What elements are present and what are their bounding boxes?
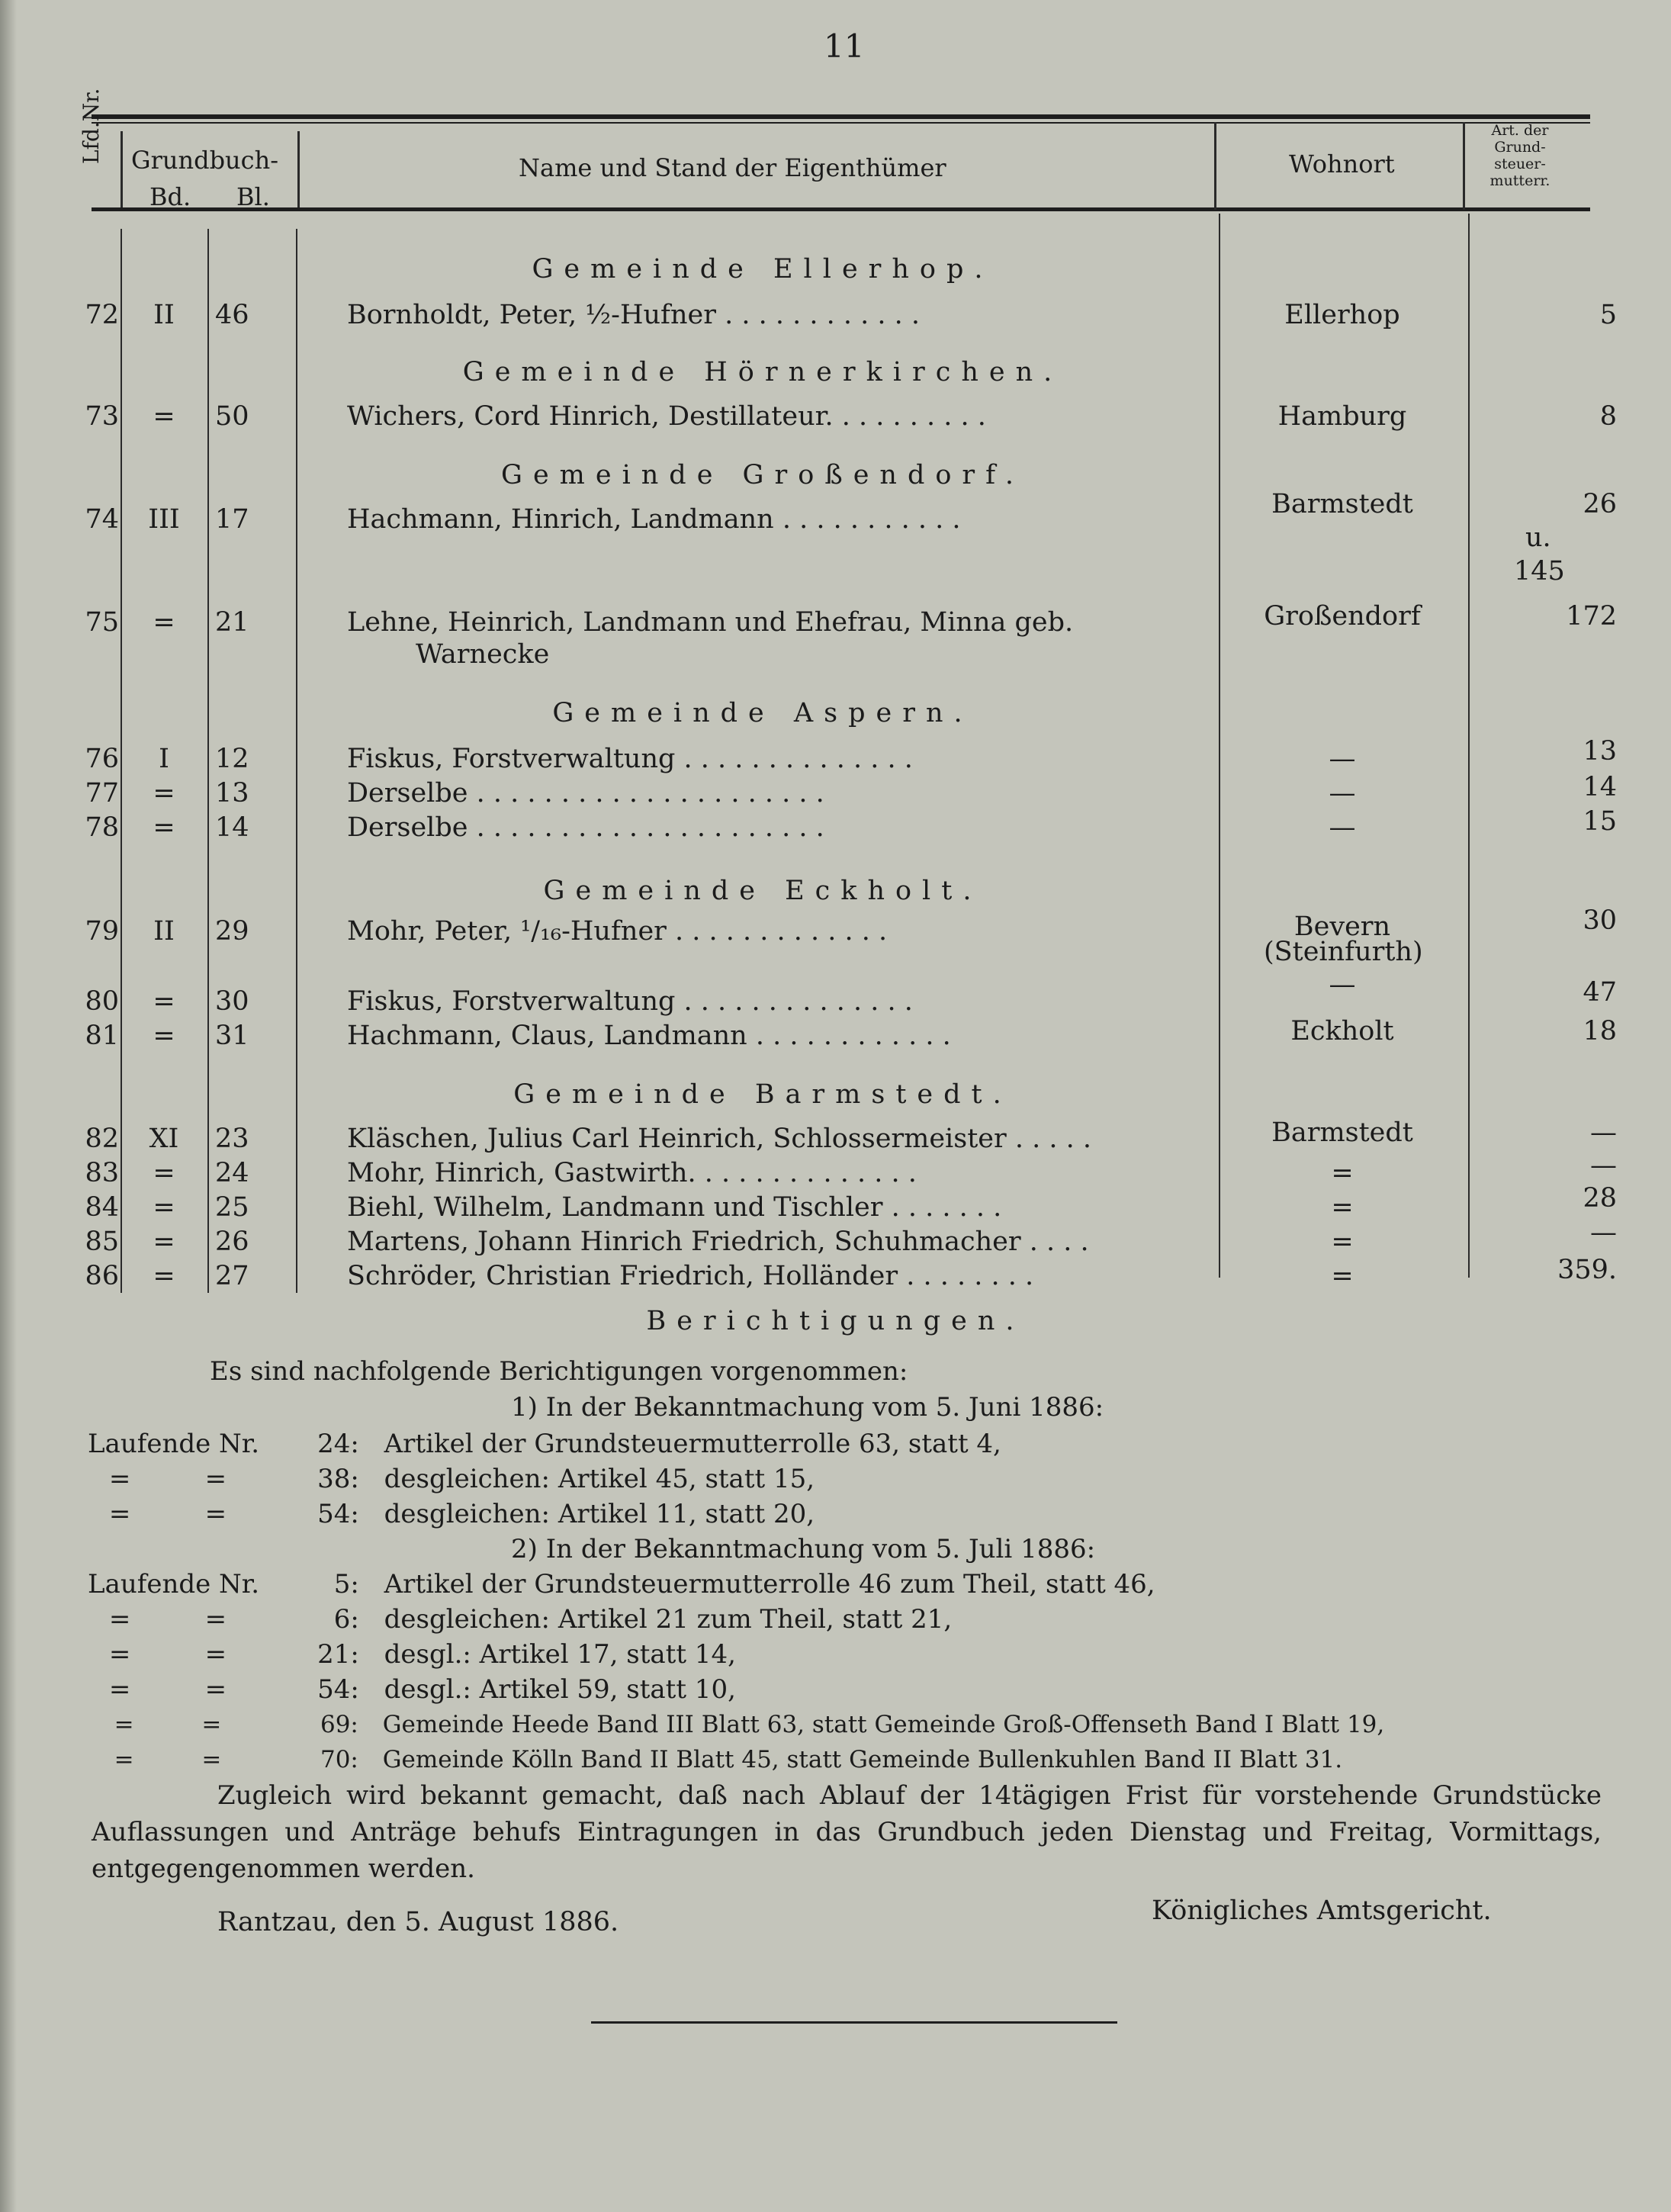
community-heading-grossendorf: Gemeinde Großendorf. <box>501 460 1024 490</box>
row-owner: Kläschen, Julius Carl Heinrich, Schlossermeister . . . . . <box>347 1124 1091 1154</box>
correction-nr: 5: <box>333 1569 359 1600</box>
row-nr: 82 <box>85 1124 119 1154</box>
wohnort-continuation: (Steinfurth) <box>1264 937 1423 967</box>
row-band: = <box>153 401 175 432</box>
row-artikel: 26 <box>1583 489 1617 519</box>
correction-text: desgl.: Artikel 17, statt 14, <box>384 1639 736 1670</box>
correction-line <box>88 1707 1384 1742</box>
correction-nr: 21: <box>317 1639 359 1670</box>
row-wohnort: Barmstedt <box>1271 489 1413 519</box>
row-artikel: — <box>1590 1150 1617 1181</box>
correction-line <box>88 1742 1342 1777</box>
row-owner: Derselbe . . . . . . . . . . . . . . . . . . . . . <box>347 812 824 843</box>
row-wohnort: = <box>1331 1192 1354 1223</box>
row-band: XI <box>149 1124 179 1154</box>
table-row <box>0 399 1671 434</box>
row-band: = <box>153 1192 175 1223</box>
header-divider <box>121 131 123 207</box>
correction-text: desgleichen: Artikel 45, statt 15, <box>384 1464 815 1494</box>
correction-label: Laufende Nr. <box>88 1569 260 1600</box>
row-band: III <box>148 504 180 535</box>
correction-label: = = <box>114 1711 222 1738</box>
row-blatt: 21 <box>215 607 249 638</box>
correction-line <box>88 1672 736 1707</box>
correction-text: desgleichen: Artikel 11, statt 20, <box>384 1499 815 1529</box>
header-divider <box>297 131 300 207</box>
header-bd: Bd. <box>149 182 191 211</box>
row-artikel: 359. <box>1557 1255 1617 1285</box>
row-wohnort: = <box>1331 1261 1354 1291</box>
correction-label: = = <box>108 1604 227 1635</box>
owner-continuation: Warnecke <box>416 639 550 670</box>
row-band: = <box>153 607 175 638</box>
table-row <box>0 601 1671 640</box>
row-artikel: 14 <box>1583 772 1617 802</box>
row-nr: 85 <box>85 1227 119 1257</box>
header-divider <box>1463 122 1465 210</box>
row-artikel: 18 <box>1583 1016 1617 1047</box>
row-nr: 79 <box>85 916 119 947</box>
community-heading-barmstedt: Gemeinde Barmstedt. <box>513 1079 1012 1110</box>
row-wohnort: — <box>1329 744 1356 774</box>
row-owner: Bornholdt, Peter, ½-Hufner . . . . . . . . . . . . <box>347 300 920 330</box>
row-owner: Hachmann, Hinrich, Landmann . . . . . . . . . . . <box>347 504 961 535</box>
header-top-rule-thin <box>92 122 1590 124</box>
row-owner: Biehl, Wilhelm, Landmann und Tischler . . . . . . . <box>347 1192 1002 1223</box>
correction-label: = = <box>108 1674 227 1705</box>
community-heading-hoernerkirchen: Gemeinde Hörnerkirchen. <box>462 357 1063 387</box>
correction-label: = = <box>108 1464 227 1494</box>
place-date: Rantzau, den 5. August 1886. <box>217 1907 619 1937</box>
row-owner: Hachmann, Claus, Landmann . . . . . . . . . . . . <box>347 1021 951 1051</box>
row-nr: 83 <box>85 1158 119 1188</box>
correction-label: = = <box>114 1746 222 1773</box>
row-blatt: 12 <box>215 744 249 774</box>
table-row <box>0 1018 1671 1053</box>
row-blatt: 14 <box>215 812 249 843</box>
row-nr: 74 <box>85 504 119 535</box>
page-number: 11 <box>824 27 865 65</box>
row-owner: Lehne, Heinrich, Landmann und Ehefrau, Minna geb. <box>347 607 1074 638</box>
header-name: Name und Stand der Eigenthümer <box>519 153 946 182</box>
correction-text: Gemeinde Kölln Band II Blatt 45, statt Gemeinde Bullenkuhlen Band II Blatt 31. <box>382 1746 1343 1773</box>
row-wohnort: — <box>1329 969 1356 1000</box>
row-nr: 80 <box>85 986 119 1017</box>
correction-nr: 54: <box>317 1499 359 1529</box>
correction-line <box>88 1461 815 1497</box>
header-art: Art. der Grund- steuer- mutterr. <box>1489 122 1550 189</box>
corrections-title: Berichtigungen. <box>646 1306 1025 1336</box>
row-band: II <box>153 916 175 947</box>
row-owner: Fiskus, Forstverwaltung . . . . . . . . . . . . . . <box>347 986 913 1017</box>
community-heading-ellerhop: Gemeinde Ellerhop. <box>532 254 994 285</box>
correction-text: desgl.: Artikel 59, statt 10, <box>384 1674 736 1705</box>
header-bl: Bl. <box>236 182 270 211</box>
correction-nr: 69: <box>320 1711 358 1738</box>
row-owner: Schröder, Christian Friedrich, Holländer . . . . . . . . <box>347 1261 1034 1291</box>
row-blatt: 17 <box>215 504 249 535</box>
correction-nr: 24: <box>317 1429 359 1459</box>
corrections-section-1-heading: 1) In der Bekanntmachung vom 5. Juni 1886: <box>511 1392 1104 1423</box>
row-owner: Mohr, Peter, ¹/₁₆-Hufner . . . . . . . . . . . . . <box>347 916 888 947</box>
row-artikel: 30 <box>1583 905 1617 936</box>
row-owner: Derselbe . . . . . . . . . . . . . . . . . . . . . <box>347 778 824 809</box>
table-row <box>0 1255 1671 1294</box>
row-band: = <box>153 812 175 843</box>
correction-nr: 38: <box>317 1464 359 1494</box>
court-signature: Königliches Amtsgericht. <box>1152 1895 1492 1926</box>
table-row <box>0 772 1671 811</box>
row-nr: 78 <box>85 812 119 843</box>
correction-label: Laufende Nr. <box>88 1429 260 1459</box>
header-bottom-rule <box>92 207 1590 211</box>
row-band: = <box>153 778 175 809</box>
row-nr: 72 <box>85 300 119 330</box>
row-blatt: 25 <box>215 1192 249 1223</box>
row-artikel: 172 <box>1566 601 1617 632</box>
row-blatt: 23 <box>215 1124 249 1154</box>
row-band: = <box>153 986 175 1017</box>
row-band: = <box>153 1261 175 1291</box>
row-nr: 81 <box>85 1021 119 1051</box>
row-artikel: 13 <box>1583 736 1617 767</box>
correction-nr: 70: <box>320 1746 358 1773</box>
row-blatt: 24 <box>215 1158 249 1188</box>
row-band: = <box>153 1227 175 1257</box>
correction-text: Artikel der Grundsteuermutterrolle 63, statt 4, <box>384 1429 1001 1459</box>
row-band: = <box>153 1021 175 1051</box>
corrections-intro: Es sind nachfolgende Berichtigungen vorgenommen: <box>210 1356 908 1387</box>
correction-text: Gemeinde Heede Band III Blatt 63, statt Gemeinde Groß-Offenseth Band I Blatt 19, <box>382 1711 1385 1738</box>
row-band: I <box>159 744 169 774</box>
correction-line <box>88 1602 952 1637</box>
row-wohnort: = <box>1331 1227 1354 1257</box>
correction-text: desgleichen: Artikel 21 zum Theil, statt 21, <box>384 1604 953 1635</box>
header-divider <box>1214 122 1216 210</box>
row-owner: Martens, Johann Hinrich Friedrich, Schuhmacher . . . . <box>347 1227 1089 1257</box>
closing-rule <box>591 2021 1117 2024</box>
row-blatt: 30 <box>215 986 249 1017</box>
row-wohnort: Bevern <box>1293 911 1391 942</box>
row-nr: 73 <box>85 401 119 432</box>
row-blatt: 29 <box>215 916 249 947</box>
table-row <box>0 297 1671 333</box>
community-heading-aspern: Gemeinde Aspern. <box>552 698 973 728</box>
row-blatt: 27 <box>215 1261 249 1291</box>
header-grundbuch: Grundbuch- <box>131 146 278 175</box>
row-owner: Wichers, Cord Hinrich, Destillateur. . . . . . . . . . <box>347 401 986 432</box>
row-artikel: 47 <box>1583 977 1617 1008</box>
row-band: = <box>153 1158 175 1188</box>
row-artikel: — <box>1590 1217 1617 1248</box>
correction-line <box>88 1637 736 1672</box>
correction-nr: 54: <box>317 1674 359 1705</box>
row-nr: 76 <box>85 744 119 774</box>
row-blatt: 26 <box>215 1227 249 1257</box>
row-nr: 75 <box>85 607 119 638</box>
table-row <box>0 736 1671 776</box>
community-heading-eckholt: Gemeinde Eckholt. <box>543 876 982 906</box>
corrections-section-2-heading: 2) In der Bekanntmachung vom 5. Juli 1886: <box>511 1534 1096 1564</box>
table-row <box>0 1150 1671 1191</box>
row-artikel: 15 <box>1583 806 1617 837</box>
table-row <box>0 1117 1671 1156</box>
row-blatt: 31 <box>215 1021 249 1051</box>
row-blatt: 46 <box>215 300 249 330</box>
row-wohnort: Hamburg <box>1277 401 1407 432</box>
correction-text: Artikel der Grundsteuermutterrolle 46 zum Theil, statt 46, <box>384 1569 1155 1600</box>
row-nr: 77 <box>85 778 119 809</box>
row-artikel: 5 <box>1599 300 1617 330</box>
correction-line <box>88 1426 1001 1461</box>
row-wohnort: Ellerhop <box>1284 300 1400 330</box>
correction-line <box>88 1567 1155 1602</box>
row-nr: 84 <box>85 1192 119 1223</box>
row-artikel: 8 <box>1599 401 1617 432</box>
row-band: II <box>153 300 175 330</box>
header-wohnort: Wohnort <box>1289 150 1395 178</box>
table-row <box>0 806 1671 845</box>
row-nr: 86 <box>85 1261 119 1291</box>
row-blatt: 13 <box>215 778 249 809</box>
row-artikel: — <box>1590 1117 1617 1148</box>
row-blatt: 50 <box>215 401 249 432</box>
row-wohnort: Eckholt <box>1290 1016 1394 1047</box>
table-row <box>0 489 1671 537</box>
artikel-continuation: 145 <box>1514 556 1565 587</box>
row-artikel: 28 <box>1583 1183 1617 1214</box>
notice-paragraph: Zugleich wird bekannt gemacht, daß nach Ablauf der 14tägigen Frist für vorstehende Grundstücke Auflassungen und Anträge behufs Eintragungen in das Grundbuch jeden Dienstag und Freitag, Vormittags, entgegengenommen werden. <box>92 1780 1602 1884</box>
correction-label: = = <box>108 1499 227 1529</box>
row-wohnort: = <box>1331 1158 1354 1188</box>
correction-label: = = <box>108 1639 227 1670</box>
table-row <box>0 1183 1671 1225</box>
artikel-continuation: u. <box>1525 522 1551 553</box>
header-lfd-nr: Lfd.Nr. <box>79 88 104 164</box>
correction-line <box>88 1497 815 1532</box>
table-row <box>0 1217 1671 1259</box>
row-owner: Mohr, Hinrich, Gastwirth. . . . . . . . . . . . . . <box>347 1158 917 1188</box>
correction-nr: 6: <box>333 1604 359 1635</box>
row-wohnort: Barmstedt <box>1271 1117 1413 1148</box>
row-wohnort: Großendorf <box>1264 601 1421 632</box>
header-top-rule <box>92 114 1590 119</box>
row-wohnort: — <box>1329 778 1356 809</box>
row-owner: Fiskus, Forstverwaltung . . . . . . . . . . . . . . <box>347 744 913 774</box>
row-wohnort: — <box>1329 812 1356 843</box>
